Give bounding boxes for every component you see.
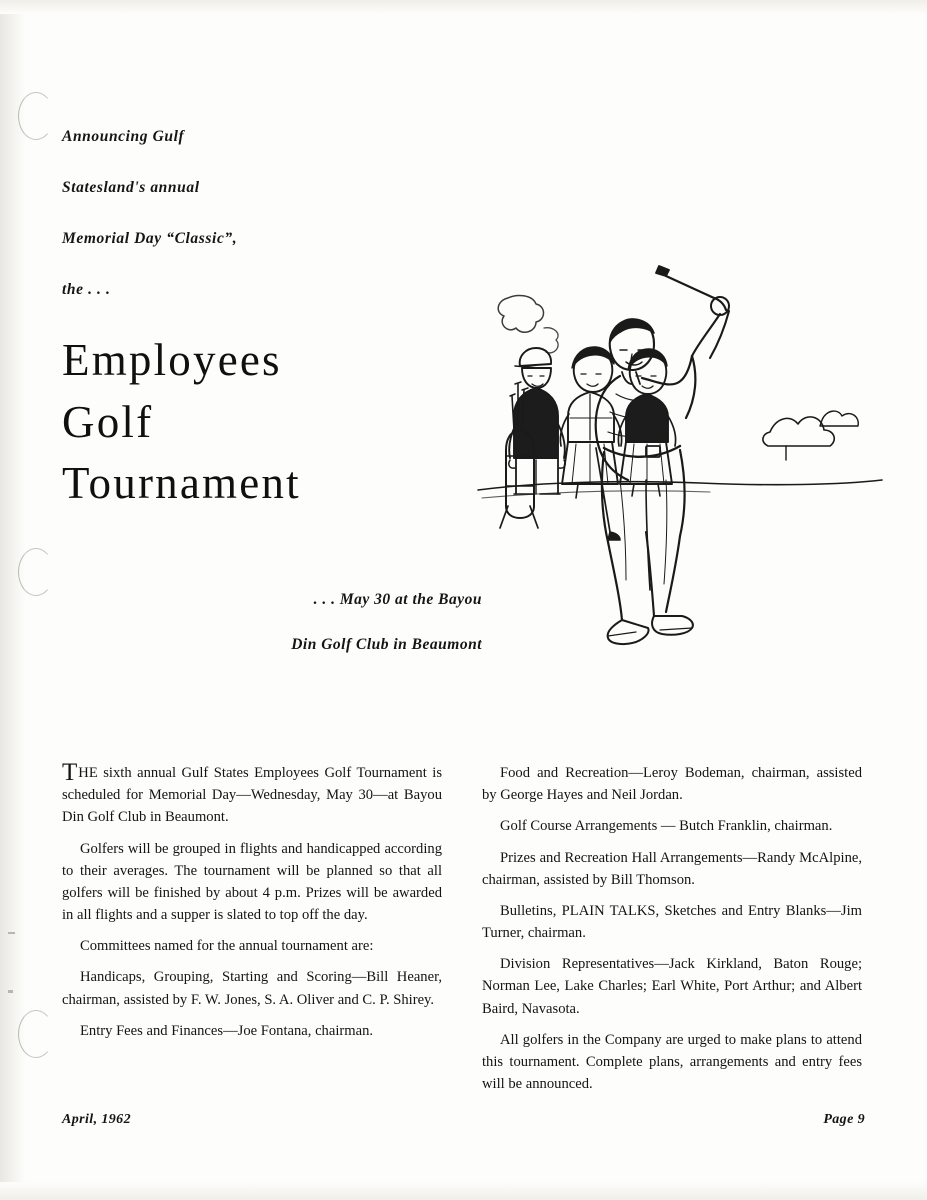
footer-page-number: Page 9 — [823, 1112, 865, 1127]
footer-issue-date: April, 1962 — [62, 1112, 131, 1127]
binder-punch-hole-icon — [18, 1010, 54, 1058]
page-edge-mark — [8, 990, 13, 993]
body-paragraph: Golfers will be grouped in flights and handicapped according to their averages. The tournament will be planned so that all golfers will be finished by about 4 p.m. Prizes will be awarded in all flights and a supper is slated to top off the day. — [62, 840, 442, 924]
scan-bottom-edge-shadow — [0, 1182, 927, 1200]
kicker-line-1: Announcing Gulf — [62, 128, 185, 145]
scan-top-edge-shadow — [0, 0, 927, 14]
binder-punch-hole-icon — [18, 548, 54, 596]
title-line-2: Golf — [62, 396, 154, 447]
kicker-line-2: Statesland's annual — [62, 179, 200, 196]
drop-cap: T — [62, 759, 78, 786]
body-paragraph — [62, 759, 442, 829]
page-edge-mark — [8, 932, 15, 934]
title-line-3: Tournament — [62, 458, 301, 509]
paragraph-text: HE sixth annual Gulf States Employees Golf Tournament is scheduled for Memorial Day—Wednesday, May 30—at Bayou Din Golf Club in Beaumont. — [62, 765, 442, 826]
kicker-line-4: the . . . — [62, 281, 111, 298]
title-line-1: Employees — [62, 335, 282, 385]
event-subtitle — [62, 578, 482, 668]
binder-punch-hole-icon — [18, 92, 54, 140]
body-paragraph: Handicaps, Grouping, Starting and Scoring—Bill Heaner, chairman, assisted by F. W. Jones, S. A. Oliver and C. P. Shirey. — [62, 969, 442, 1008]
body-paragraph: Golf Course Arrangements — Butch Franklin, chairman. — [500, 818, 833, 835]
kicker-line-3: Memorial Day “Classic”, — [62, 230, 238, 247]
golfer-illustration — [470, 180, 890, 650]
body-paragraph: All golfers in the Company are urged to make plans to attend this tournament. Complete plans, arrangements and entry fees will be announced. — [482, 1031, 862, 1093]
body-column-left — [62, 759, 442, 1051]
event-subtitle-line-2: Din Golf Club in Beaumont — [291, 635, 482, 653]
body-paragraph: Food and Recreation—Leroy Bodeman, chairman, assisted by George Hayes and Neil Jordan. — [482, 765, 862, 804]
event-subtitle-line-1: . . . May 30 at the Bayou — [313, 591, 482, 608]
body-paragraph: Entry Fees and Finances—Joe Fontana, chairman. — [80, 1022, 374, 1039]
body-column-right — [482, 762, 862, 1104]
body-paragraph: Division Representatives—Jack Kirkland, Baton Rouge; Norman Lee, Lake Charles; Earl White, Port Arthur; and Albert Baird, Navasota. — [482, 956, 862, 1017]
body-paragraph: Bulletins, PLAIN TALKS, Sketches and Entry Blanks—Jim Turner, chairman. — [482, 902, 862, 942]
article-body — [62, 759, 862, 1093]
masthead — [62, 128, 482, 517]
page-title — [62, 332, 482, 513]
body-paragraph: Committees named for the annual tournament are: — [80, 938, 374, 955]
body-paragraph: Prizes and Recreation Hall Arrangements—Randy McAlpine, chairman, assisted by Bill Thomson. — [482, 849, 862, 888]
